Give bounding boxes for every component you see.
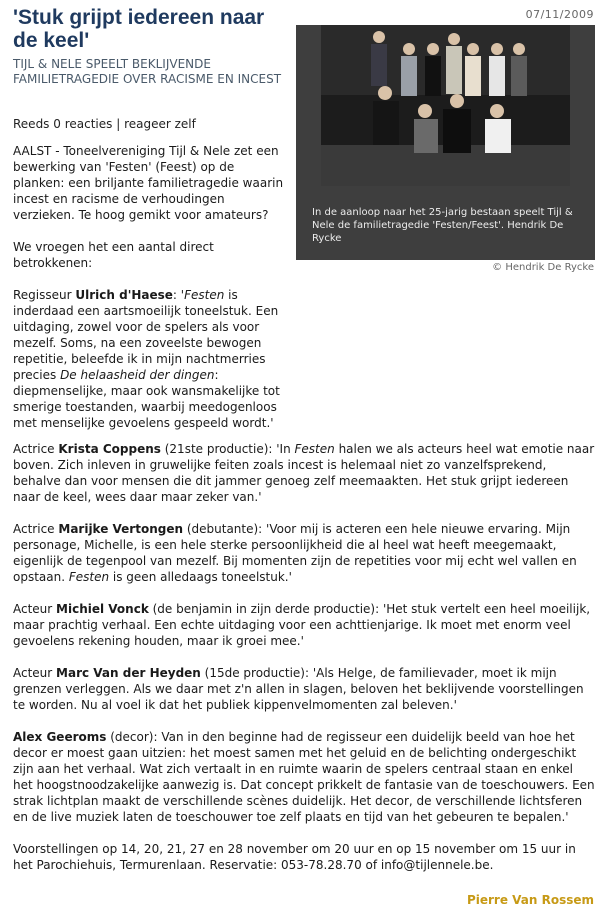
speaker-name: Ulrich d'Haese (75, 288, 173, 302)
reactions-bar (13, 117, 196, 131)
article-body-wide (13, 441, 596, 889)
respond-link[interactable]: reageer zelf (124, 117, 196, 131)
reactions-separator: | (116, 117, 121, 131)
quote-michiel: Acteur Michiel Vonck (de benjamin in zijn derde productie): 'Het stuk vertelt een heel moeilijk, maar prachtig verhaal. Een echte uitdaging voor een achttienjarige. Ik moet met enorm veel gevoelens rekening houden, maar ik groei mee.' (13, 602, 591, 648)
article-title: 'Stuk grijpt iedereen naar de keel' (13, 6, 265, 52)
quote-alex: Alex Geeroms (decor): Van in den beginne had de regisseur een duidelijk beeld van hoe het decor er moest gaan uitzien: het moest samen met het geluid en de belichting ondergeschikt zijn aan het verhaal. Wat zich vertaalt in en ruimte waarin de spelers centraal staan en enkel het hoogstnoodzakelijke aanwezig is. Dat concept prikkelt de fantasie van de toeschouwers. Een strak lichtplan maakt de verschillende scènes duidelijk. Het decor, de verschillende lichtsferen en de live muziek laten de toeschouwer toe zelf plaats en tijd van het gebeuren te bepalen.' (13, 730, 595, 824)
photo-caption: In de aanloop naar het 25-jarig bestaan speelt Tijl & Nele de familietragedie 'Festen/Feest'. Hendrik De Rycke (312, 207, 573, 244)
intro-paragraph: AALST - Toneelvereniging Tijl & Nele zet een bewerking van 'Festen' (Feest) op de planken: een briljante familietragedie waarin incest en racisme de verhoudingen verzieken. Te hoog gemikt voor amateurs? (13, 144, 284, 222)
reactions-count-link[interactable]: Reeds 0 reacties (13, 117, 113, 131)
speaker-name: Michiel Vonck (56, 602, 149, 616)
speaker-name: Krista Coppens (58, 442, 161, 456)
article-body-narrow (13, 143, 288, 447)
question-paragraph: We vroegen het een aantal direct betrokkenen: (13, 240, 214, 270)
cast-photo-illustration (321, 25, 570, 186)
quote-krista: Actrice Krista Coppens (21ste productie): 'In Festen halen we als acteurs heel wat emotie naar boven. Zich inleven in gruwelijke feiten zoals incest is helemaal niet zo vanzelfsprekend, behalve dan voor mensen die dit jammer genoeg zelf meemaakten. Het stuk grijpt iedereen naar de keel, wees daar maar zeker van.' (13, 442, 595, 504)
quote-director: Regisseur Ulrich d'Haese: 'Festen is inderdaad een aartsmoeilijk toneelstuk. Een uitdaging, zowel voor de spelers als voor mezelf. Soms, na een zoveelste bewogen repetitie, beleefde ik in mijn nachtmerries precies De helaasheid der dingen: diepmenselijke, maar ook wansmakelijke tot smerige toestanden, waarbij meedogenloos met menselijke gevoelens gespeeld wordt.' (13, 288, 280, 430)
article-date: 07/11/2009 (525, 8, 594, 21)
article-subtitle: TIJL & NELE SPEELT BEKLIJVENDE FAMILIETRAGEDIE OVER RACISME EN INCEST (13, 57, 282, 86)
article-author[interactable]: Pierre Van Rossem (466, 893, 594, 907)
speaker-name: Alex Geeroms (13, 730, 107, 744)
quote-marc: Acteur Marc Van der Heyden (15de productie): 'Als Helge, de familievader, moet ik mijn grenzen verleggen. Als we daar met z'n allen in slagen, beloven het beklijvende voorstellingen te worden. Nu al voel ik dat het publiek kippenvelmomenten zal beleven.' (13, 666, 584, 712)
cast-photo[interactable] (321, 25, 570, 186)
performances-info: Voorstellingen op 14, 20, 21, 27 en 28 november om 20 uur en op 15 november om 15 uur in het Parochiehuis, Termurenlaan. Reservatie: 053-78.28.70 of info@tijlennele.be. (13, 842, 576, 872)
photo-panel (296, 25, 595, 260)
speaker-name: Marijke Vertongen (58, 522, 184, 536)
photo-credit: © Hendrik De Rycke (492, 262, 594, 273)
speaker-name: Marc Van der Heyden (56, 666, 201, 680)
quote-marijke: Actrice Marijke Vertongen (debutante): 'Voor mij is acteren een hele nieuwe ervaring. Mijn personage, Michelle, is een hele sterke persoonlijkheid die al heel wat heeft meegemaakt, eigenlijk de tegenpool van mezelf. Bij momenten zijn de repetities voor mij echt wel vallen en opstaan. Festen is geen alledaags toneelstuk.' (13, 522, 577, 584)
